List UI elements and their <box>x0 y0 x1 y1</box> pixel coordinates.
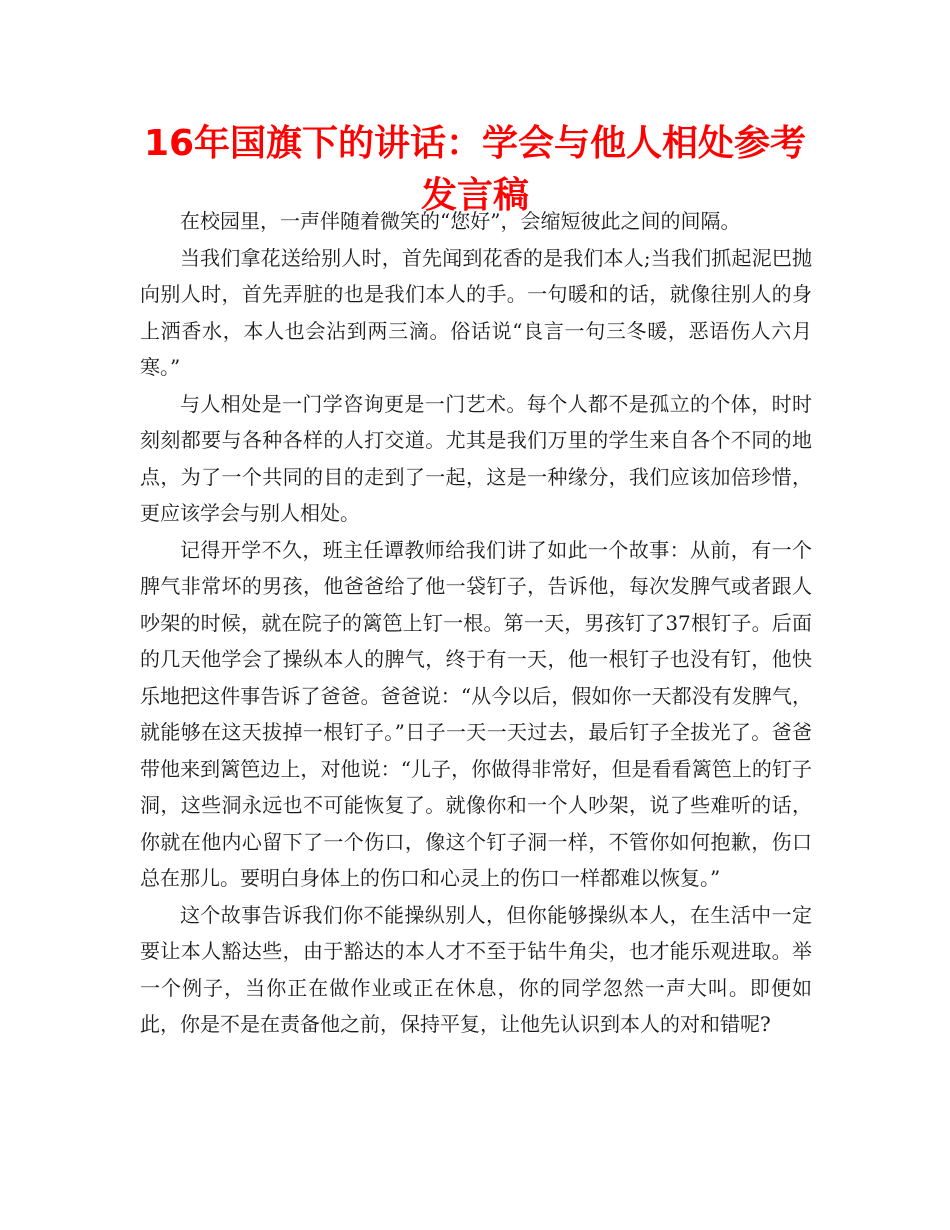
paragraph: 在校园里，一声伴随着微笑的“您好”，会缩短彼此之间的间隔。 <box>180 209 741 233</box>
paragraph: 这个故事告诉我们你不能操纵别人，但你能够操纵本人，在生活中一定要让本人豁达些，由于豁达的本人才不至于钻牛角尖，也才能乐观进取。举一个例子，当你正在做作业或正在休息，你的同学忽然一声大叫。即便如此，你是不是在责备他之前，保持平复，让他先认识到本人的对和错呢? <box>140 902 812 1036</box>
paragraph: 记得开学不久，班主任谭教师给我们讲了如此一个故事：从前，有一个脾气非常坏的男孩，他爸爸给了他一袋钉子，告诉他，每次发脾气或者跟人吵架的时候，就在院子的篱笆上钉一根。第一天，男孩钉了37根钉子。后面的几天他学会了操纵本人的脾气，终于有一天，他一根钉子也没有钉，他快乐地把这件事告诉了爸爸。爸爸说：“从今以后，假如你一天都没有发脾气，就能够在这天拔掉一根钉子。”日子一天一天过去，最后钉子全拔光了。爸爸带他来到篱笆边上，对他说：“儿子，你做得非常好，但是看看篱笆上的钉子洞，这些洞永远也不可能恢复了。就像你和一个人吵架，说了些难听的话，你就在他内心留下了一个伤口，像这个钉子洞一样，不管你如何抱歉，伤口总在那儿。要明白身体上的伤口和心灵上的伤口一样都难以恢复。” <box>140 537 812 890</box>
paragraph: 当我们拿花送给别人时，首先闻到花香的是我们本人;当我们抓起泥巴抛向别人时，首先弄脏的也是我们本人的手。一句暖和的话，就像往别人的身上洒香水，本人也会沾到两三滴。俗话说“良言一句三冬暖，恶语伤人六月寒。” <box>140 245 812 379</box>
document-body <box>140 203 812 1043</box>
document-title: 16年国旗下的讲话：学会与他人相处参考发言稿 <box>143 123 807 216</box>
paragraph: 与人相处是一门学咨询更是一门艺术。每个人都不是孤立的个体，时时刻刻都要与各种各样的人打交道。尤其是我们万里的学生来自各个不同的地点，为了一个共同的目的走到了一起，这是一种缘分，我们应该加倍珍惜，更应该学会与别人相处。 <box>140 391 812 525</box>
